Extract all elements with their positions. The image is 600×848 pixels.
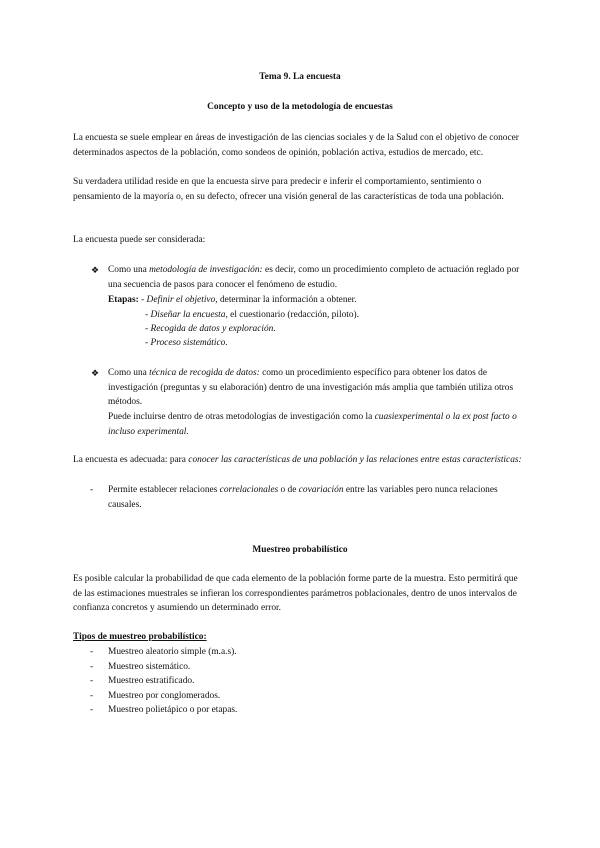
diamond-bullet-icon: ❖ xyxy=(91,265,100,275)
section-heading-concepto: Concepto y uso de la metodología de encuestas xyxy=(207,102,393,112)
list-item: Muestreo polietápico o por etapas. xyxy=(108,705,238,716)
diamond-bullet-icon: ❖ xyxy=(91,368,100,378)
types-heading: Tipos de muestreo probabilístico: xyxy=(73,632,207,642)
etapa-3-em: Recogida de datos y exploración. xyxy=(150,324,276,334)
paragraph-muestreo: Es posible calcular la probabilidad de que cada elemento de la población forme parte de la muestra. Esto permitirá que de las estimaciones muestrales se infieran los correspondientes parámetros poblacionales, dentro de unos intervalos de confianza concretos y asumiendo un determinado error. xyxy=(73,574,518,614)
bullet-tecnica-extra xyxy=(108,410,531,439)
dash-item-mid: o de xyxy=(278,485,299,495)
bullet-metodologia xyxy=(108,263,531,292)
list-item: Muestreo por conglomerados. xyxy=(108,690,221,701)
bullet-metodologia-pre: Como una xyxy=(108,265,150,275)
etapa-2-rest: , el cuestionario (redacción, piloto). xyxy=(225,310,360,320)
dash-marker: - xyxy=(90,485,94,495)
bullet-tecnica xyxy=(108,366,531,410)
dash-marker: - xyxy=(90,676,94,687)
etapa-1-rest: , determinar la información a obtener. xyxy=(215,295,357,305)
bullet-metodologia-post: es decir, como un procedimiento completo de actuación reglado por una secuencia de pasos para conocer el fenómeno de estudio. xyxy=(108,265,520,290)
paragraph-intro: La encuesta se suele emplear en áreas de investigación de las ciencias sociales y de la Salud con el objetivo de conocer determinados aspectos de la población, como sondeos de opinión, población activa, estudios de mercado, etc. xyxy=(73,133,519,158)
bullet-tecnica-extra-em: cuasiexperimental o la ex post facto o incluso experimental. xyxy=(108,412,517,437)
etapa-2 xyxy=(145,308,359,323)
etapa-1-em: Definir el objetivo xyxy=(146,295,216,305)
bullet-tecnica-em: técnica de recogida de datos: xyxy=(149,368,260,378)
dash-marker: - xyxy=(90,705,94,716)
etapa-3 xyxy=(145,322,276,337)
document-title: Tema 9. La encuesta xyxy=(259,72,341,82)
list-item: Muestreo estratificado. xyxy=(108,676,195,687)
dash-item-em2: covariación xyxy=(298,485,344,495)
bullet-tecnica-pre: Como una xyxy=(108,368,150,378)
dash-item-em1: correlacionales xyxy=(219,485,279,495)
list-item: Muestreo sistemático. xyxy=(108,661,191,672)
dash-item-pre: Permite establecer relaciones xyxy=(108,485,220,495)
dash-marker: - xyxy=(90,690,94,701)
paragraph-adecuada-pre: La encuesta es adecuada: para xyxy=(73,455,189,465)
etapas-line xyxy=(108,293,531,308)
list-item: Muestreo aleatorio simple (m.a.s). xyxy=(108,647,237,657)
dash-marker: - xyxy=(90,647,94,657)
paragraph-utilidad: Su verdadera utilidad reside en que la encuesta sirve para predecir e inferir el comportamiento, sentimiento o pensamiento de la mayoría o, en su defecto, ofrecer una visión general de las características de toda una población. xyxy=(73,177,504,202)
bullet-metodologia-em: metodología de investigación: xyxy=(149,265,263,275)
paragraph-considerada: La encuesta puede ser considerada: xyxy=(73,235,206,245)
etapa-1-prefix: - xyxy=(138,295,147,305)
etapa-4-prefix: - xyxy=(145,338,151,348)
dash-marker: - xyxy=(90,661,94,672)
etapa-3-prefix: - xyxy=(145,324,151,334)
etapa-2-em: Diseñar la encuesta xyxy=(150,310,226,320)
etapa-2-prefix: - xyxy=(145,310,151,320)
bullet-tecnica-post: como un procedimiento específico para obtener los datos de investigación (preguntas y su elaboración) dentro de una investigación más amplia que también utiliza otros métodos. xyxy=(108,368,514,408)
bullet-tecnica-extra-pre: Puede incluirse dentro de otras metodologías de investigación como la xyxy=(108,412,375,422)
dash-item-post: entre las variables pero nunca relaciones causales. xyxy=(108,485,498,510)
paragraph-adecuada-em: conocer las características de una población y las relaciones entre estas características: xyxy=(188,455,522,465)
section-heading-muestreo: Muestreo probabilístico xyxy=(252,545,348,555)
etapa-4-em: Proceso sistemático. xyxy=(150,338,228,348)
paragraph-adecuada xyxy=(73,453,528,468)
dash-item-relaciones xyxy=(108,483,528,512)
etapa-4 xyxy=(145,336,228,351)
etapas-label: Etapas: xyxy=(108,295,139,305)
